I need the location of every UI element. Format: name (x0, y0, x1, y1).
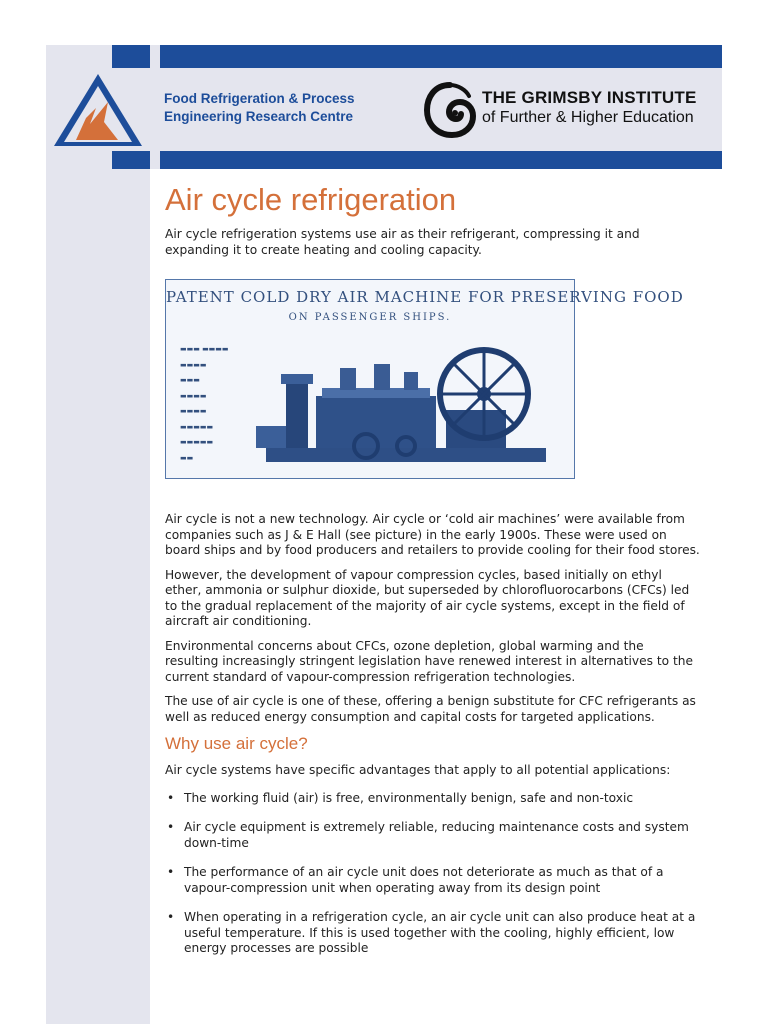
research-centre-line-1: Food Refrigeration & Process (164, 91, 355, 106)
why-heading: Why use air cycle? (165, 734, 308, 753)
body-paragraph-4: The use of air cycle is one of these, offering a benign substitute for CFC refrigerants as well as reduced energy consumption and capital costs for targeted applications. (165, 694, 696, 724)
research-centre-name (164, 90, 355, 126)
grimsby-swirl-logo-icon (424, 82, 476, 138)
header-top-bar (160, 45, 722, 68)
body-paragraph-3: Environmental concerns about CFCs, ozone depletion, global warming and the resulting increasingly stringent legislation have renewed interest in alternatives to the current standard of vapour-compression refrigeration technologies. (165, 638, 693, 684)
frperc-triangle-logo (52, 72, 144, 148)
left-sidebar-panel (46, 45, 150, 1024)
figure-subtitle: ON PASSENGER SHIPS. (288, 312, 452, 323)
header-bottom-bar (160, 151, 722, 169)
body-paragraph-2: However, the development of vapour compression cycles, based initially on ethyl ether, ammonia or sulphur dioxide, but superseded by chlorofluorocarbons (CFCs) led to the gradual replacement of the majority of air cycle systems, except in the field of aircraft air conditioning. (165, 567, 690, 628)
advantage-item: • The performance of an air cycle unit does not deteriorate as much as that of a vapour-compression unit when operating away from its design point (165, 865, 700, 896)
institute-subtitle: of Further & Higher Education (482, 109, 694, 126)
header-corner-square-bottom (112, 151, 150, 169)
header-corner-square-top (112, 45, 150, 68)
air-machine-drawing (256, 328, 556, 476)
figure-faint-labels: ▬▬▬ ▬▬▬▬ ▬▬▬▬ ▬▬▬ ▬▬▬▬ ▬▬▬▬ ▬▬▬▬▬ ▬▬▬▬▬ ▬▬ (180, 345, 229, 462)
advantages-list (165, 791, 700, 957)
why-lead: Air cycle systems have specific advantages that apply to all potential applications: (165, 763, 671, 777)
institute-name: THE GRIMSBY INSTITUTE (482, 88, 697, 107)
historic-machine-illustration (165, 279, 684, 479)
research-centre-line-2: Engineering Research Centre (164, 109, 354, 124)
body-section (165, 512, 700, 971)
intro-section (165, 180, 700, 258)
body-paragraph-1: Air cycle is not a new technology. Air cycle or ‘cold air machines’ were available from companies such as J & E Hall (see picture) in the early 1900s. These were used on board ships and by food producers and retailers to provide cooling for their food stores. (165, 512, 700, 557)
advantage-item: • Air cycle equipment is extremely reliable, reducing maintenance costs and system down-time (165, 820, 700, 851)
intro-paragraph: Air cycle refrigeration systems use air as their refrigerant, compressing it and expanding it to create heating and cooling capacity. (165, 227, 640, 257)
figure-title: PATENT COLD DRY AIR MACHINE FOR PRESERVING FOOD (166, 288, 684, 306)
page-title: Air cycle refrigeration (165, 182, 457, 217)
advantage-item: • When operating in a refrigeration cycle, an air cycle unit can also produce heat at a useful temperature. If this is used together with the cooling, highly efficient, low energy processes are possible (165, 910, 700, 957)
advantage-item: • The working fluid (air) is free, environmentally benign, safe and non-toxic (165, 791, 700, 807)
